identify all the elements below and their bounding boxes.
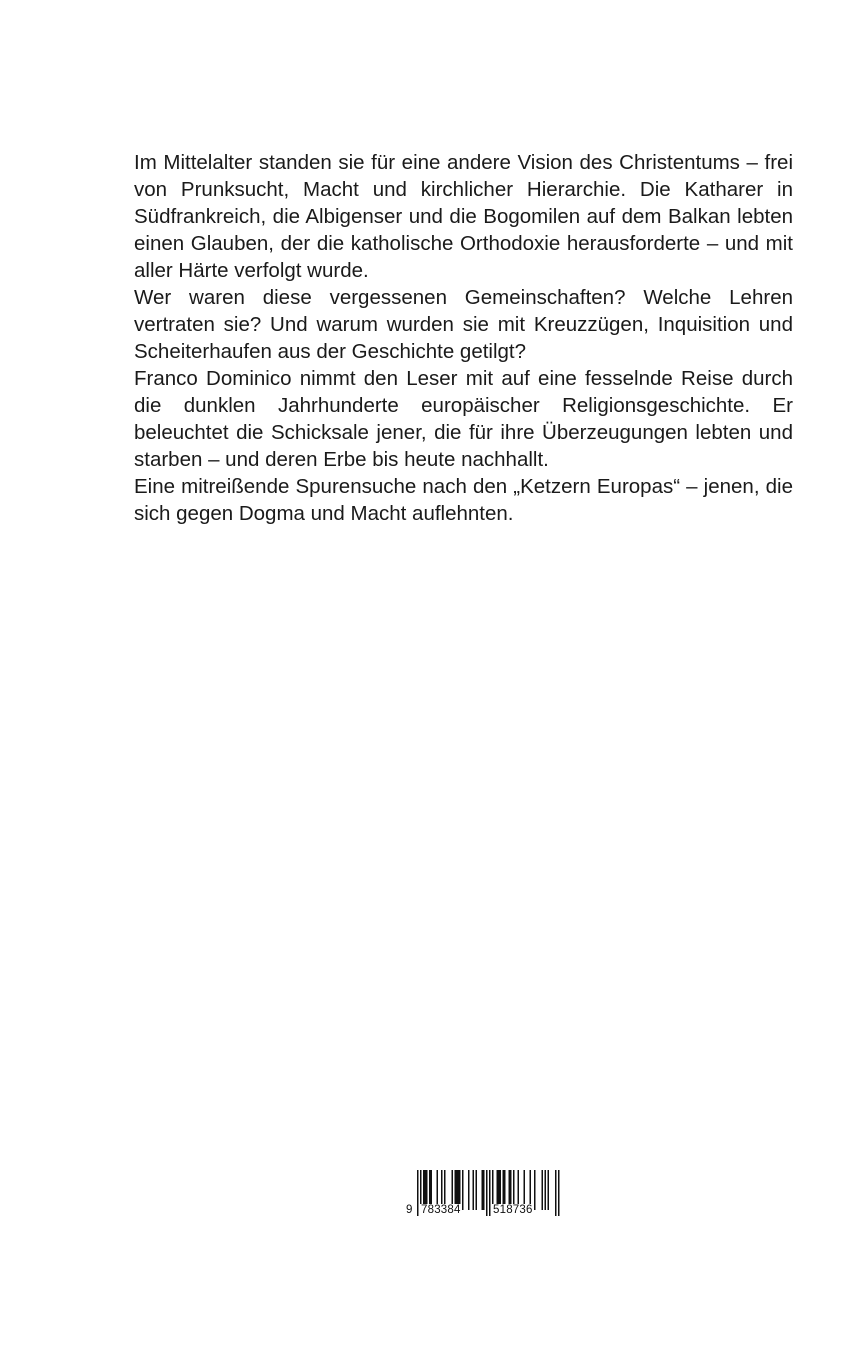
barcode-bar [489,1170,491,1216]
barcode-bar [462,1170,464,1210]
barcode-bar [534,1170,536,1210]
barcode-bar [417,1170,419,1216]
barcode-left-digits: 783384 [421,1204,461,1216]
barcode-bar [486,1170,488,1216]
back-cover-blurb [134,149,793,527]
barcode-lead-digit: 9 [406,1204,413,1216]
barcode-bar [558,1170,560,1216]
blurb-paragraph-4: Eine mitreißende Spurensuche nach den „Ketzern Europas“ – jenen, die sich gegen Dogma und Macht auflehnten. [134,475,793,525]
barcode-bar [482,1170,484,1210]
isbn-barcode [406,1170,562,1220]
barcode-bar [476,1170,478,1210]
barcode-bar [548,1170,550,1210]
barcode-bar [555,1170,557,1216]
barcode-bar [483,1170,485,1210]
blurb-paragraph-3: Franco Dominico nimmt den Leser mit auf eine fesselnde Reise durch die dunklen Jahrhunderte europäischer Religionsgeschichte. Er beleuchtet die Schicksale jener, die für ihre Überzeugungen lebten und starben – und deren Erbe bis heute nachhallt. [134,367,793,471]
barcode-right-digits: 518736 [493,1204,533,1216]
barcode-bar [545,1170,547,1210]
barcode-bar [473,1170,475,1210]
barcode-bar [468,1170,470,1210]
blurb-paragraph-2: Wer waren diese vergessenen Gemeinschaften? Welche Lehren vertraten sie? Und warum wurden sie mit Kreuzzügen, Inquisition und Scheiterhaufen aus der Geschichte getilgt? [134,286,793,363]
blurb-paragraph-1: Im Mittelalter standen sie für eine andere Vision des Christentums – frei von Prunksucht, Macht und kirchlicher Hierarchie. Die Katharer in Südfrankreich, die Albigenser und die Bogomilen auf dem Balkan lebten einen Glauben, der die katholische Orthodoxie herausforderte – und mit aller Härte verfolgt wurde. [134,151,793,282]
barcode-bar [542,1170,544,1210]
